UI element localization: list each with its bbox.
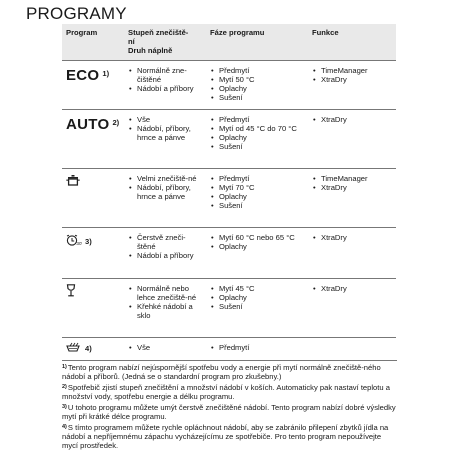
list-item: • Předmytí: [210, 66, 304, 75]
list-item: • Sušení: [210, 142, 304, 151]
footnote-text: U tohoto programu můžete umýt čerstvě znečištěné nádobí. Tento program nabízí dobré výsledky mytí při krátké délce programu.: [62, 403, 396, 421]
quick-30-icon: [66, 234, 82, 248]
header-stupen-line1: Stupeň znečiště-: [128, 28, 189, 37]
list-item: • Velmi znečiště-né: [128, 174, 202, 183]
list-item: • Předmytí: [210, 115, 304, 124]
table-row: [62, 60, 396, 109]
footnote-text: Tento program nabízí nejúspornější spotřebu vody a energie při mytí normálně znečiště-ného nádobí a příborů. (Jedná se o standardní program pro zkušebny.): [62, 363, 381, 381]
program-cell: [66, 174, 122, 188]
faze-cell: [210, 343, 304, 352]
footnote-ref: 4): [85, 344, 92, 353]
stupen-cell: [128, 233, 202, 260]
list-item: • XtraDry: [312, 115, 394, 124]
faze-cell: [210, 66, 304, 102]
header-druh: Druh náplně: [128, 46, 173, 55]
list-item: • Normálně zne-čištěné: [128, 66, 202, 84]
table-header: [62, 24, 396, 60]
table-row: [62, 109, 396, 168]
list-item: • Nádobí a příbory: [128, 84, 202, 93]
program-cell: [66, 341, 122, 355]
list-item: • Mytí 50 °C: [210, 75, 304, 84]
prewash-icon: [66, 341, 82, 355]
footnote: [62, 423, 397, 450]
list-item: • Mytí od 45 °C do 70 °C: [210, 124, 304, 133]
footnote: [62, 403, 397, 421]
list-item: • Mytí 70 °C: [210, 183, 304, 192]
auto-text-logo: AUTO: [66, 116, 110, 133]
footnote: [62, 383, 397, 401]
program-cell: [66, 234, 122, 248]
program-cell: [66, 68, 122, 83]
list-item: • Sušení: [210, 302, 304, 311]
list-item: • Předmytí: [210, 343, 304, 352]
list-item: • Oplachy: [210, 192, 304, 201]
header-program: Program: [66, 28, 98, 37]
stupen-cell: [128, 174, 202, 201]
funkce-cell: [312, 115, 394, 124]
list-item: • Sušení: [210, 93, 304, 102]
footnote-number: 4): [62, 424, 67, 430]
eco-text-logo: ECO: [66, 67, 100, 84]
list-item: • Sušení: [210, 201, 304, 210]
header-funkce: Funkce: [312, 28, 339, 37]
footnote-number: 2): [62, 384, 67, 390]
stupen-cell: [128, 115, 202, 142]
table-row: [62, 168, 396, 227]
footnotes: [62, 360, 397, 450]
program-cell: [66, 117, 122, 132]
footnote-number: 1): [62, 364, 67, 370]
funkce-cell: [312, 233, 394, 242]
programs-table: [62, 24, 396, 358]
list-item: • Čerstvě zneči-štěné: [128, 233, 202, 251]
stupen-cell: [128, 66, 202, 93]
footnote-ref: 3): [85, 237, 92, 246]
table-row: [62, 227, 396, 278]
funkce-cell: [312, 174, 394, 192]
page-title: PROGRAMY: [26, 4, 127, 23]
faze-cell: [210, 284, 304, 311]
list-item: • TimeManager: [312, 174, 394, 183]
list-item: • XtraDry: [312, 183, 394, 192]
list-item: • Vše: [128, 115, 202, 124]
list-item: • Oplachy: [210, 133, 304, 142]
pot-icon: [66, 174, 80, 188]
list-item: • XtraDry: [312, 75, 394, 84]
wine-glass-icon: [66, 284, 76, 299]
list-item: • TimeManager: [312, 66, 394, 75]
list-item: • Křehké nádobí a sklo: [128, 302, 202, 320]
footnote: [62, 363, 397, 381]
funkce-cell: [312, 284, 394, 293]
list-item: • XtraDry: [312, 284, 394, 293]
footnote-number: 3): [62, 404, 67, 410]
table-row: [62, 278, 396, 337]
faze-cell: [210, 115, 304, 151]
faze-cell: [210, 233, 304, 251]
svg-text:30': 30': [76, 241, 82, 246]
list-item: • Normálně nebo lehce znečiště-né: [128, 284, 202, 302]
list-item: • Mytí 60 °C nebo 65 °C: [210, 233, 304, 242]
header-stupen: [128, 28, 202, 55]
stupen-cell: [128, 343, 202, 352]
list-item: • Nádobí, příbory, hrnce a pánve: [128, 183, 202, 201]
footnote-text: S tímto programem můžete rychle opláchnout nádobí, aby se zabránilo přilepení zbytků jídla na nádobí a nepříjemnému zápachu vycházejícímu ze spotřebiče. Pro tento program nepoužívejte mycí prostředek.: [62, 423, 389, 450]
list-item: • Předmytí: [210, 174, 304, 183]
header-stupen-line2: ní: [128, 37, 135, 46]
list-item: • Vše: [128, 343, 202, 352]
table-row: [62, 337, 396, 358]
list-item: • Oplachy: [210, 242, 304, 251]
list-item: • Nádobí a příbory: [128, 251, 202, 260]
list-item: • Mytí 45 °C: [210, 284, 304, 293]
footnote-text: Spotřebič zjistí stupeň znečištění a množství nádobí v koších. Automaticky pak nastaví teplotu a množství vody, spotřebu energie a délku programu.: [62, 383, 390, 401]
program-cell: [66, 284, 122, 299]
stupen-cell: [128, 284, 202, 320]
list-item: • XtraDry: [312, 233, 394, 242]
list-item: • Nádobí, příbory, hrnce a pánve: [128, 124, 202, 142]
footnote-ref: 2): [112, 118, 120, 127]
list-item: • Oplachy: [210, 293, 304, 302]
header-faze: Fáze programu: [210, 28, 265, 37]
faze-cell: [210, 174, 304, 210]
list-item: • Oplachy: [210, 84, 304, 93]
funkce-cell: [312, 66, 394, 84]
footnote-ref: 1): [102, 69, 110, 78]
